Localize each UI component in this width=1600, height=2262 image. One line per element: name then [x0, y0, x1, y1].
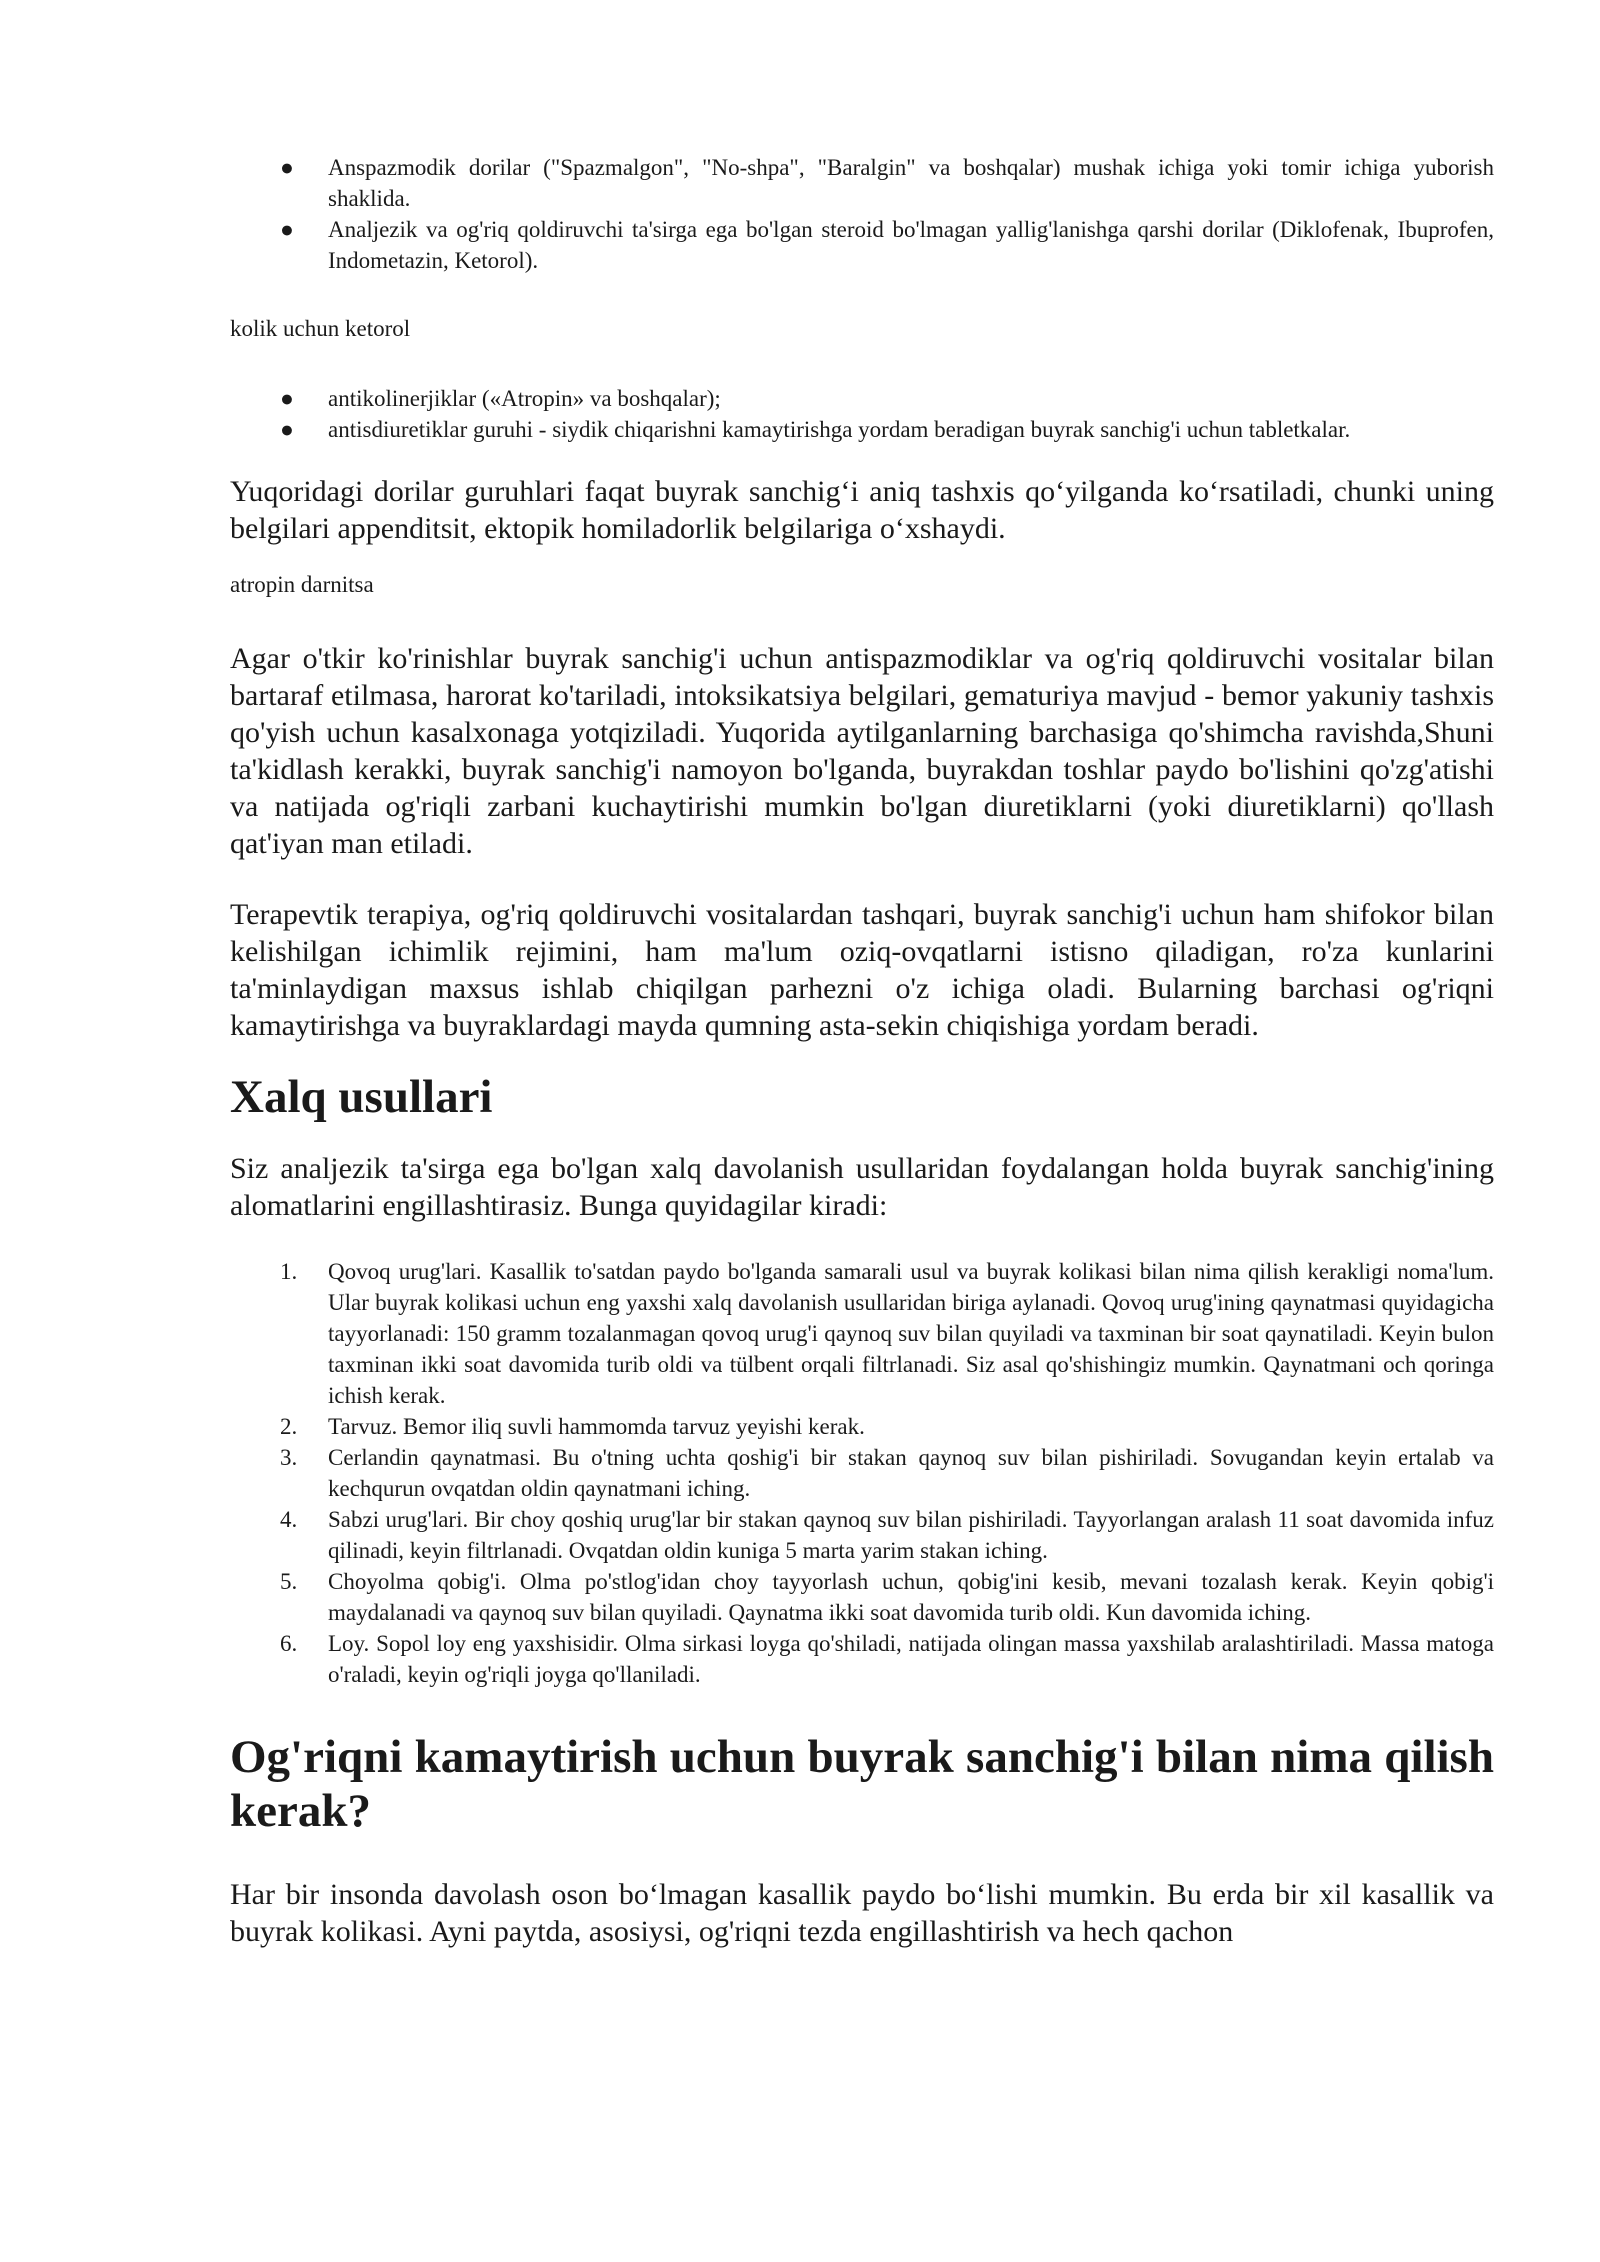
image-caption: atropin darnitsa: [230, 572, 374, 597]
list-item-text: Choyolma qobig'i. Olma po'stlog'idan choy tayyorlash uchun, qobig'ini kesib, mevani tozalash kerak. Keyin qobig'i maydalanadi va qaynoq suv bilan quyiladi. Qaynatma ikki soat davomida turib oldi. Kun davomida iching.: [328, 1569, 1494, 1625]
list-item: [230, 1442, 1494, 1504]
paragraph: Yuqoridagi dorilar guruhlari faqat buyrak sanchig‘i aniq tashxis qo‘yilganda ko‘rsatiladi, chunki uning belgilari appenditsit, ektopik homiladorlik belgilariga o‘xshaydi.: [230, 475, 1494, 545]
list-number: 2.: [280, 1414, 298, 1439]
list-item-text: Cerlandin qaynatmasi. Bu o'tning uchta qoshig'i bir stakan qaynoq suv bilan pishiriladi. Sovugandan keyin ertalab va kechqurun ovqatdan oldin qaynatmani iching.: [328, 1445, 1494, 1501]
list-number: 1.: [280, 1259, 298, 1284]
bullet-icon: ●: [280, 417, 294, 442]
bullet-icon: ●: [280, 217, 294, 242]
paragraph: Har bir insonda davolash oson bo‘lmagan kasallik paydo bo‘lishi mumkin. Bu erda bir xil kasallik va buyrak kolikasi. Ayni paytda, asosiysi, og'riqni tezda engillashtirish va hech qachon: [230, 1878, 1494, 1948]
list-item-text: antikolinerjiklar («Atropin» va boshqalar);: [328, 386, 721, 411]
list-item: [230, 214, 1494, 276]
list-item-text: Loy. Sopol loy eng yaxshisidir. Olma sirkasi loyga qo'shiladi, natijada olingan massa yaxshilab aralashtiriladi. Massa matoga o'raladi, keyin og'riqli joyga qo'llaniladi.: [328, 1631, 1494, 1687]
medication-list-1: [230, 152, 1494, 276]
folk-remedies-list: [230, 1256, 1494, 1690]
list-number: 3.: [280, 1445, 298, 1470]
list-item-text: antisdiuretiklar guruhi - siydik chiqarishni kamaytirishga yordam beradigan buyrak sanchig'i uchun tabletkalar.: [328, 417, 1351, 442]
list-item: [230, 1628, 1494, 1690]
document-page: [230, 152, 1494, 1950]
paragraph: Agar o'tkir ko'rinishlar buyrak sanchig'i uchun antispazmodiklar va og'riq qoldiruvchi vositalar bilan bartaraf etilmasa, harorat ko'tariladi, intoksikatsiya belgilari, gematuriya mavjud - bemor yakuniy tashxis qo'yish uchun kasalxonaga yotqiziladi. Yuqorida aytilganlarning barchasiga qo'shimcha ravishda,Shuni ta'kidlash kerakki, buyrak sanchig'i namoyon bo'lganda, buyrakdan toshlar paydo bo'lishini qo'zg'atishi va natijada og'riqli zarbani kuchaytirishi mumkin bo'lgan diuretiklarni (yoki diuretiklarni) qo'llash qat'iyan man etiladi.: [230, 642, 1494, 860]
bullet-icon: ●: [280, 386, 294, 411]
section-heading: Og'riqni kamaytirish uchun buyrak sanchig'i bilan nima qilish kerak?: [230, 1731, 1494, 1837]
image-caption: kolik uchun ketorol: [230, 316, 411, 341]
paragraph: Terapevtik terapiya, og'riq qoldiruvchi vositalardan tashqari, buyrak sanchig'i uchun ham shifokor bilan kelishilgan ichimlik rejimini, ham ma'lum oziq-ovqatlarni istisno qiladigan, ro'za kunlarini ta'minlaydigan maxsus ishlab chiqilgan parhezni o'z ichiga oladi. Bularning barchasi og'riqni kamaytirishga va buyraklardagi mayda qumning asta-sekin chiqishiga yordam beradi.: [230, 898, 1494, 1042]
list-item-text: Analjezik va og'riq qoldiruvchi ta'sirga ega bo'lgan steroid bo'lmagan yallig'lanishga qarshi dorilar (Diklofenak, Ibuprofen, Indometazin, Ketorol).: [328, 217, 1494, 273]
list-item: [230, 1256, 1494, 1411]
list-item: [230, 152, 1494, 214]
medication-list-2: [230, 383, 1494, 445]
list-number: 4.: [280, 1507, 298, 1532]
list-item: [230, 383, 1494, 414]
list-item: [230, 414, 1494, 445]
list-number: 6.: [280, 1631, 298, 1656]
list-item: [230, 1411, 1494, 1442]
bullet-icon: ●: [280, 155, 294, 180]
list-item-text: Qovoq urug'lari. Kasallik to'satdan paydo bo'lganda samarali usul va buyrak kolikasi bilan nima qilish kerakligi noma'lum. Ular buyrak kolikasi uchun eng yaxshi xalq davolanish usullaridan biriga aylanadi. Qovoq urug'ining qaynatmasi quyidagicha tayyorlanadi: 150 gramm tozalanmagan qovoq urug'i qaynoq suv bilan quyiladi va taxminan bir soat qaynatiladi. Keyin bulon taxminan ikki soat davomida turib oldi va tülbent orqali filtrlanadi. Siz asal qo'shishingiz mumkin. Qaynatmani och qoringa ichish kerak.: [328, 1259, 1494, 1408]
list-item-text: Anspazmodik dorilar ("Spazmalgon", "No-shpa", "Baralgin" va boshqalar) mushak ichiga yoki tomir ichiga yuborish shaklida.: [328, 155, 1494, 211]
paragraph: Siz analjezik ta'sirga ega bo'lgan xalq davolanish usullaridan foydalangan holda buyrak sanchig'ining alomatlarini engillashtirasiz. Bunga quyidagilar kiradi:: [230, 1152, 1494, 1222]
list-item-text: Tarvuz. Bemor iliq suvli hammomda tarvuz yeyishi kerak.: [328, 1414, 865, 1439]
list-number: 5.: [280, 1569, 298, 1594]
list-item: [230, 1504, 1494, 1566]
list-item: [230, 1566, 1494, 1628]
section-heading: Xalq usullari: [230, 1071, 493, 1123]
list-item-text: Sabzi urug'lari. Bir choy qoshiq urug'lar bir stakan qaynoq suv bilan pishiriladi. Tayyorlangan aralash 11 soat davomida infuz qilinadi, keyin filtrlanadi. Ovqatdan oldin kuniga 5 marta yarim stakan iching.: [328, 1507, 1494, 1563]
